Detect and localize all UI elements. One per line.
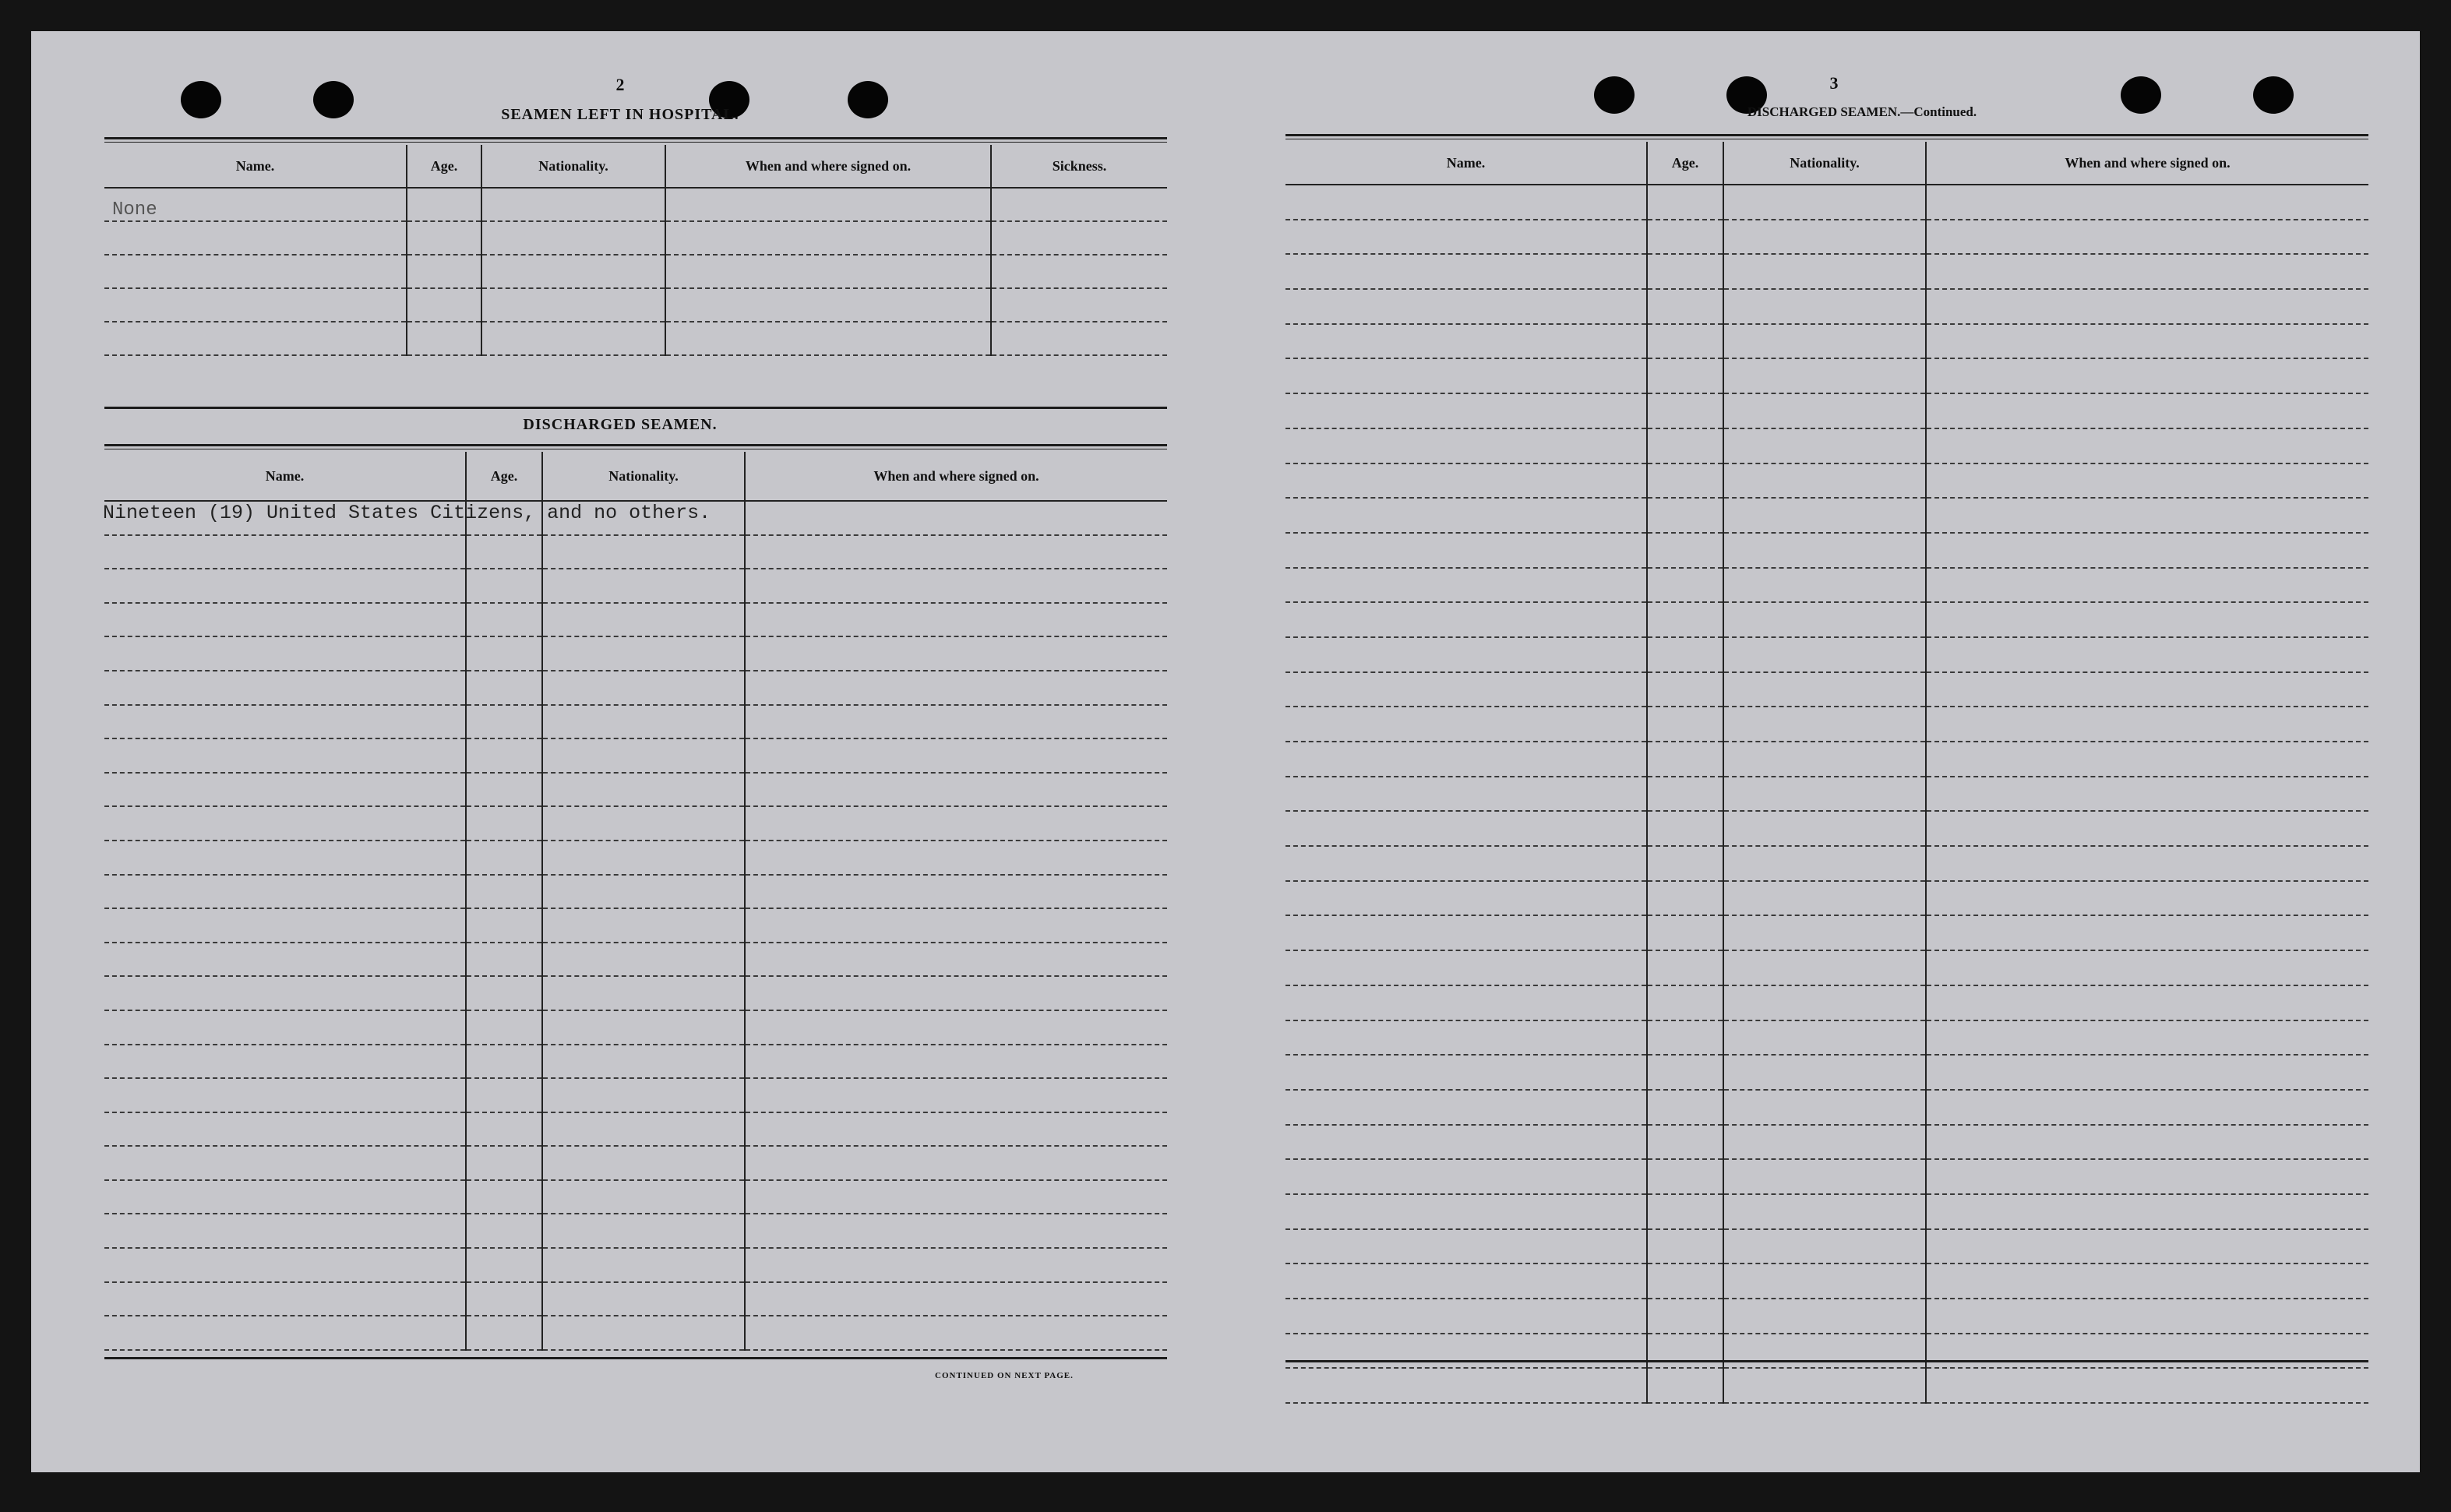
header-name: Name. (104, 145, 407, 188)
table-row (1285, 463, 2368, 499)
table-row (104, 1010, 1167, 1045)
table-row (104, 535, 1167, 569)
table-row (104, 1045, 1167, 1079)
table-row (104, 1112, 1167, 1147)
left-page (31, 31, 1215, 1472)
table-row (104, 738, 1167, 773)
table-row (1285, 185, 2368, 220)
continued-note: CONTINUED ON NEXT PAGE. (935, 1371, 1074, 1380)
hospital-section-title: SEAMEN LEFT IN HOSPITAL. (501, 106, 739, 123)
table-row (104, 671, 1167, 705)
table-row (1285, 289, 2368, 324)
header-nationality: Nationality. (1723, 142, 1926, 185)
table-row (1285, 428, 2368, 463)
table-row (1285, 1125, 2368, 1160)
hospital-table (104, 145, 1167, 356)
table-row (104, 1316, 1167, 1350)
table-row (1285, 950, 2368, 985)
table-row (1285, 533, 2368, 568)
table-row (1285, 1368, 2368, 1403)
table-row (1285, 742, 2368, 777)
table-row (104, 841, 1167, 875)
section-rule (104, 407, 1167, 409)
table-row (104, 188, 1167, 221)
table-row (104, 1078, 1167, 1112)
table-row (104, 908, 1167, 943)
section-rule (104, 444, 1167, 446)
table-row (1285, 1264, 2368, 1299)
bottom-rule (104, 1357, 1167, 1359)
table-row (1285, 1090, 2368, 1125)
table-row (1285, 393, 2368, 428)
right-page (1231, 31, 2420, 1472)
table-row (104, 1248, 1167, 1282)
header-nationality: Nationality. (542, 452, 745, 501)
table-row (104, 943, 1167, 977)
header-when-where: When and where signed on. (1926, 142, 2368, 185)
top-rule (104, 137, 1167, 139)
table-row (1285, 637, 2368, 672)
discharged-rows (104, 501, 1167, 1350)
table-row (1285, 1020, 2368, 1056)
page-number: 3 (1829, 73, 1839, 93)
table-row (1285, 672, 2368, 707)
table-row (104, 875, 1167, 909)
discharged-entry: Nineteen (19) United States Citizens, and no others. (103, 502, 711, 524)
page-number: 2 (615, 75, 625, 94)
table-row (1285, 707, 2368, 742)
top-rule (1285, 134, 2368, 136)
header-age: Age. (1647, 142, 1723, 185)
header-age: Age. (407, 145, 481, 188)
table-row (1285, 777, 2368, 812)
header-sickness: Sickness. (991, 145, 1167, 188)
table-row (1285, 1159, 2368, 1194)
scanned-document (31, 31, 2420, 1472)
table-row (104, 255, 1167, 288)
table-row (104, 1214, 1167, 1248)
top-rule (104, 142, 1167, 143)
table-row (104, 806, 1167, 841)
table-row (104, 1146, 1167, 1180)
table-row (104, 603, 1167, 637)
table-row (1285, 1229, 2368, 1264)
table-row (1285, 324, 2368, 359)
hospital-rows (104, 188, 1167, 355)
table-row (1285, 881, 2368, 916)
table-row (1285, 220, 2368, 255)
table-row (1285, 1055, 2368, 1090)
table-row (104, 773, 1167, 807)
discharged-continued-table (1285, 142, 2368, 1404)
table-row (104, 569, 1167, 603)
table-row (1285, 602, 2368, 637)
header-name: Name. (104, 452, 466, 501)
header-when-where: When and where signed on. (745, 452, 1167, 501)
discharged-continued-title: DISCHARGED SEAMEN.—Continued. (1747, 104, 1977, 119)
table-row (104, 1180, 1167, 1214)
header-name: Name. (1285, 142, 1647, 185)
table-row (104, 221, 1167, 255)
discharged-continued-rows (1285, 185, 2368, 1403)
table-row (1285, 915, 2368, 950)
table-row (104, 322, 1167, 355)
discharged-section-title: DISCHARGED SEAMEN. (523, 416, 718, 433)
table-row (1285, 1334, 2368, 1369)
bottom-rule (1285, 1360, 2368, 1362)
table-row (104, 1282, 1167, 1316)
table-row (1285, 568, 2368, 603)
table-row (104, 288, 1167, 322)
table-row (1285, 811, 2368, 846)
table-row (1285, 358, 2368, 393)
table-row (1285, 846, 2368, 881)
table-row (1285, 498, 2368, 533)
header-when-where: When and where signed on. (665, 145, 991, 188)
table-row (1285, 985, 2368, 1020)
table-row (104, 705, 1167, 739)
discharged-table (104, 452, 1167, 1351)
table-row (1285, 1194, 2368, 1229)
header-nationality: Nationality. (481, 145, 665, 188)
table-row (104, 976, 1167, 1010)
header-age: Age. (466, 452, 542, 501)
table-row (1285, 1299, 2368, 1334)
table-row (1285, 254, 2368, 289)
table-row (104, 636, 1167, 671)
hospital-entry: None (104, 188, 407, 221)
